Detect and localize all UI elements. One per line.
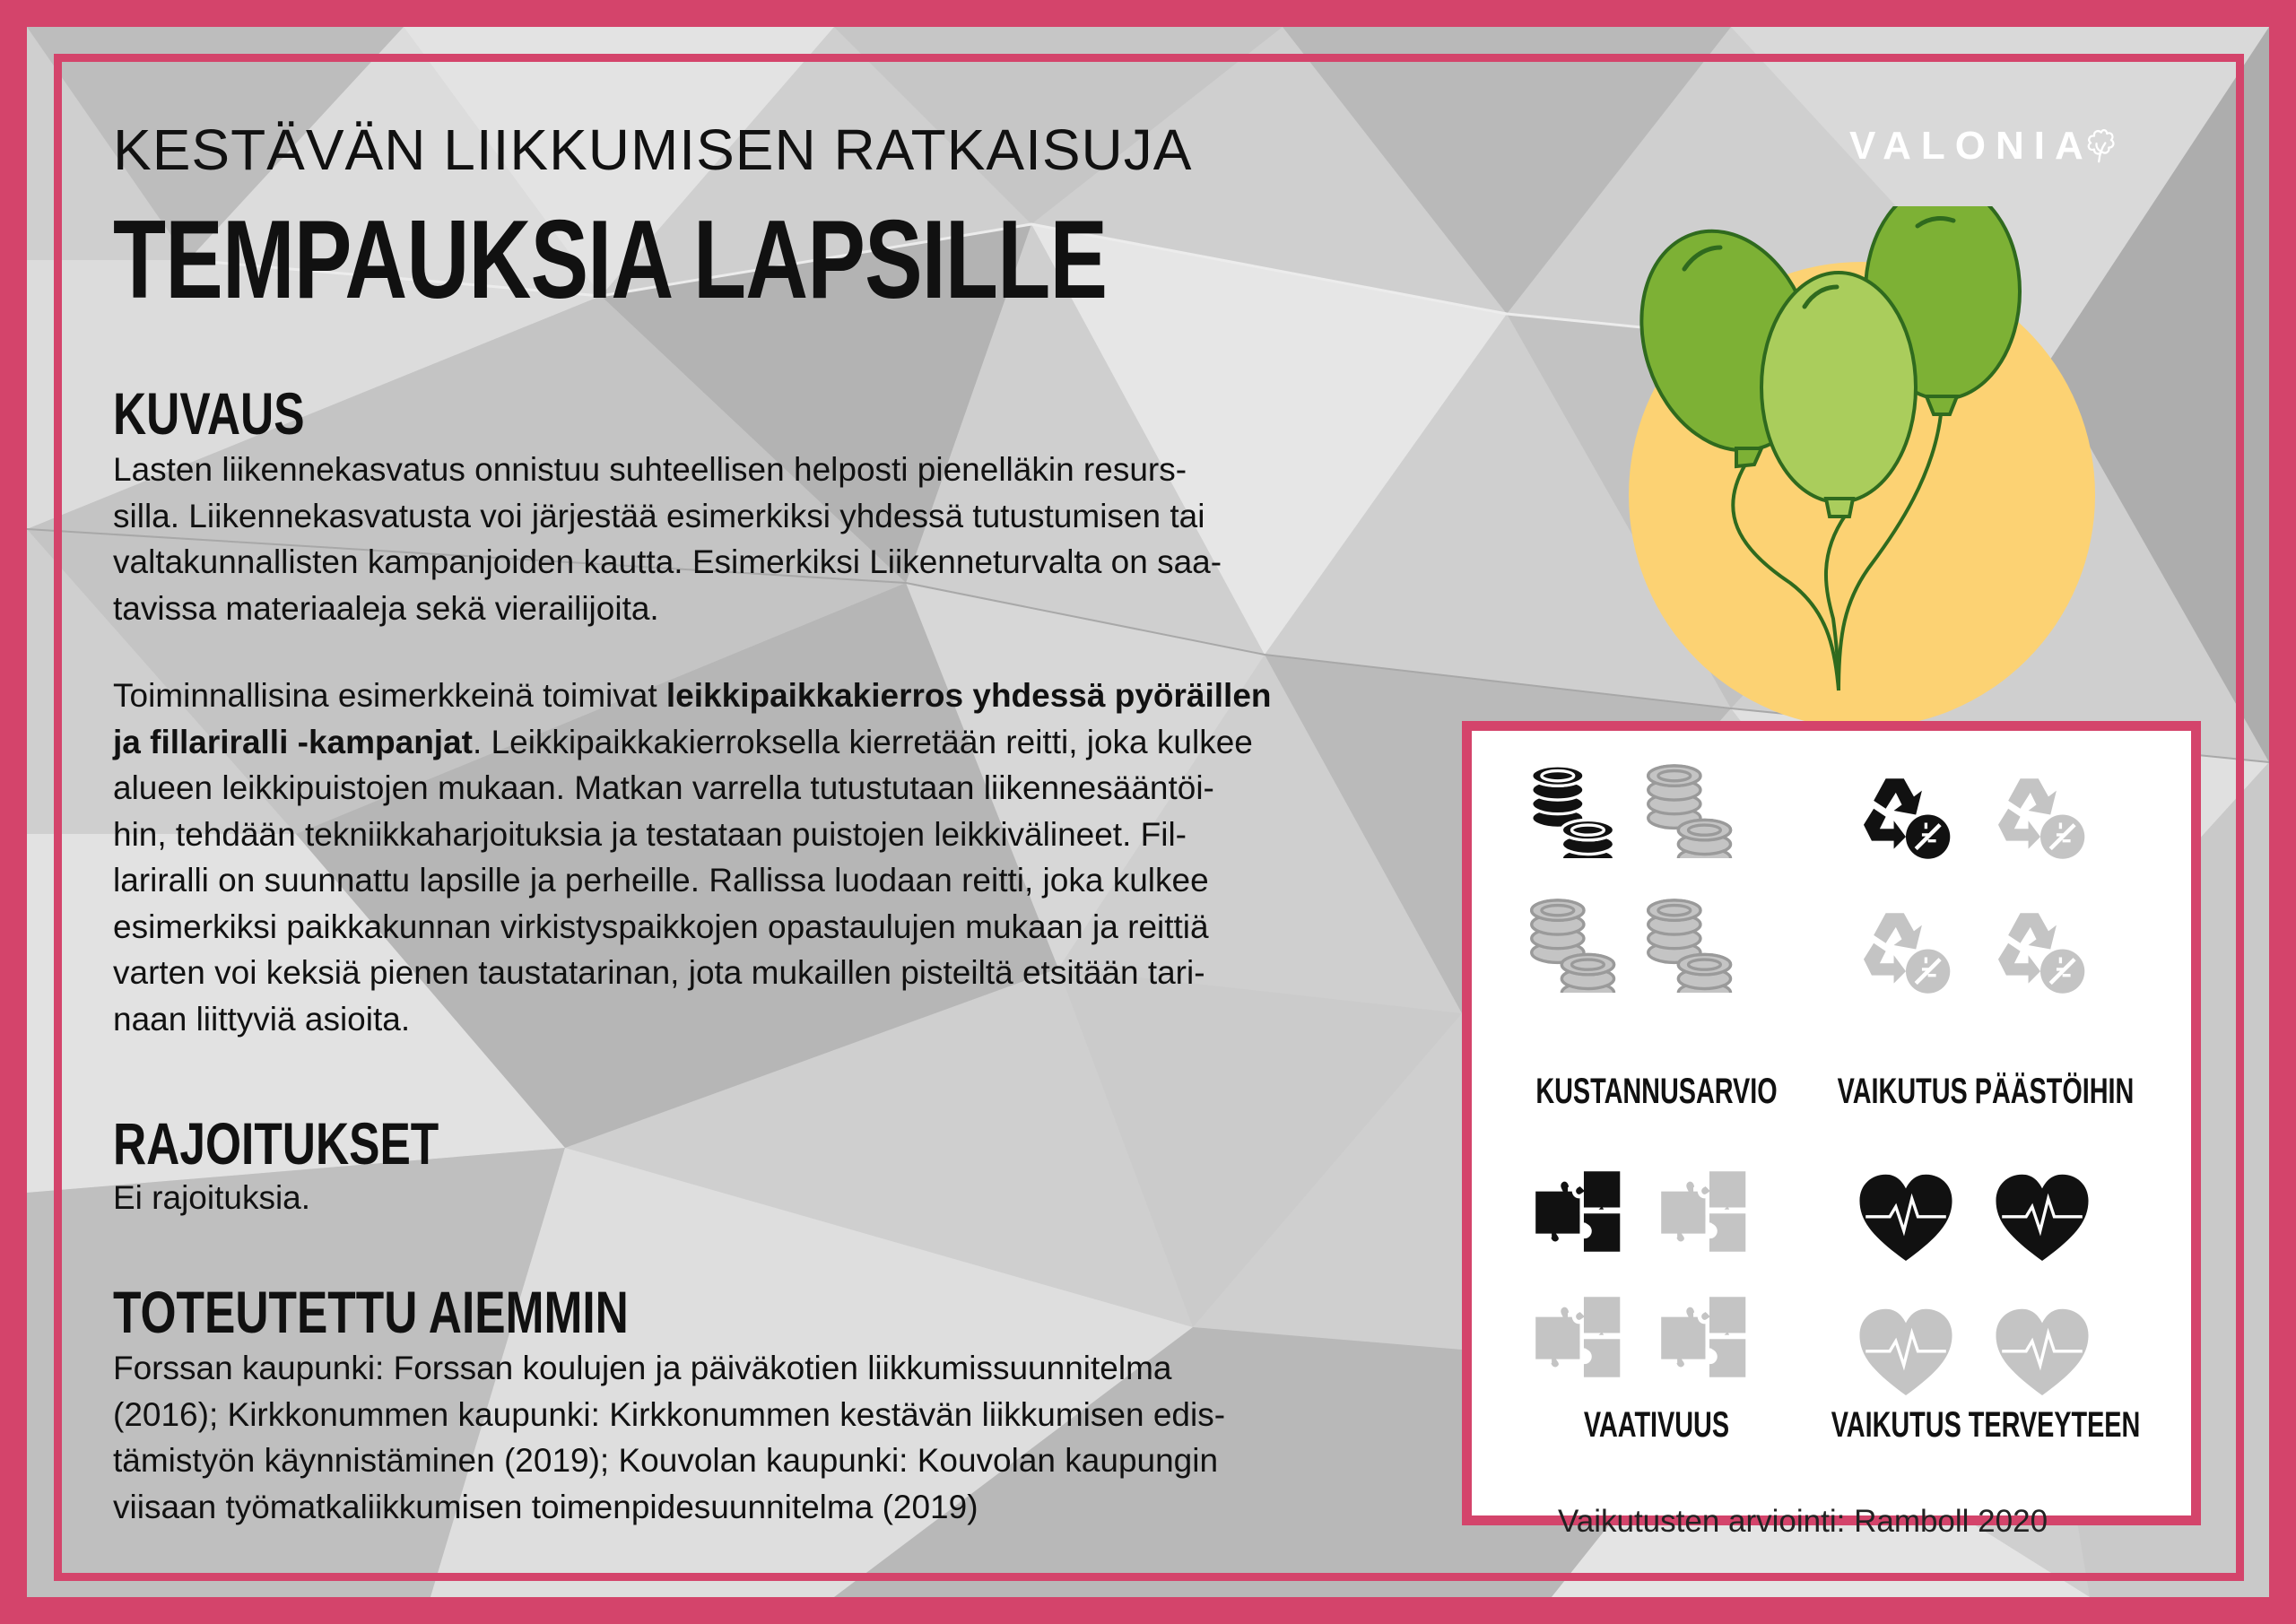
heart-pulse-icon [1992,1168,2092,1269]
text-line [113,719,1476,766]
text-run: . Leikkipaikkakierroksella kierretään reitti, joka kulkee [472,723,1253,760]
text-run: Toiminnallisina esimerkkeinä toimivat [113,677,666,714]
heart-pulse-icon [1992,1303,2092,1403]
text-line: alueen leikkipuistojen mukaan. Matkan varrella tutustutaan liikennesääntöi- [113,769,1214,806]
recycle-leaf-icon [1856,769,1956,869]
balloons-illustration [1602,206,2104,726]
info-card [27,27,2269,1597]
coins-icon [1642,892,1743,993]
text-line: esimerkiksi paikkakunnan virkistyspaikkojen opastaulujen mukaan ja reittiä [113,908,1209,945]
text-line: (2016); Kirkkonummen kaupunki: Kirkkonummen kestävän liikkumisen edis- [113,1395,1226,1433]
puzzle-icon [1526,1161,1626,1262]
page-title: TEMPAUKSIA LAPSILLE [113,198,1108,322]
puzzle-icon [1651,1161,1752,1262]
text-line: Lasten liikennekasvatus onnistuu suhteellisen helposti pienelläkin resurs- [113,451,1187,488]
kuvaus-paragraph-2 [113,673,1476,1042]
heading-toteutettu: TOTEUTETTU AIEMMIN [113,1279,629,1345]
text-line: silla. Liikennekasvatusta voi järjestää esimerkiksi yhdessä tutustumisen tai [113,497,1205,534]
coins-icon [1526,892,1626,993]
emissions-label: VAIKUTUS PÄÄSTÖIHIN [1837,1072,2135,1111]
recycle-leaf-icon [1990,769,2091,869]
text-line: viisaan työmatkaliikkumisen toimenpidesuunnitelma (2019) [113,1488,978,1525]
text-line: tavissa materiaaleja sekä vierailijoita. [113,589,659,627]
bold-text-run: ja fillariralli -kampanjat [113,723,473,760]
text-line [113,673,1476,719]
difficulty-label: VAATIVUUS [1583,1405,1730,1445]
text-line: naan liittyviä asioita. [113,1000,411,1038]
kuvaus-paragraph-1 [113,447,1476,631]
ratings-panel [1462,721,2201,1539]
heading-rajoitukset: RAJOITUKSET [113,1110,439,1177]
text-line: valtakunnallisten kampanjoiden kautta. Esimerkiksi Liikenneturvalta on saa- [113,543,1222,580]
toteutettu-text [113,1345,1476,1530]
health-label: VAIKUTUS TERVEYTEEN [1831,1405,2141,1445]
cost-label: KUSTANNUSARVIO [1535,1072,1778,1111]
text-line: tämistyön käynnistäminen (2019); Kouvolan kaupunki: Kouvolan kaupungin [113,1442,1219,1479]
text-line: varten voi keksiä pienen taustatarinan, jota mukaillen pisteiltä etsitään tari- [113,954,1205,991]
heart-pulse-icon [1856,1303,1956,1403]
bold-text-run: leikkipaikkakierros yhdessä pyöräillen [665,677,1272,714]
recycle-leaf-icon [1856,903,1956,1003]
coins-icon [1642,758,1743,858]
recycle-leaf-icon [1990,903,2091,1003]
ratings-credit: Vaikutusten arviointi: Ramboll 2020 [1558,1504,2048,1539]
text-line: hin, tehdään tekniikkaharjoituksia ja testataan puistojen leikkivälineet. Fil- [113,815,1187,853]
brand-name: VALONIA [1849,124,2093,168]
heart-pulse-icon [1856,1168,1956,1269]
text-line: Forssan kaupunki: Forssan koulujen ja päiväkotien liikkumissuunnitelma [113,1350,1172,1386]
coins-icon [1526,758,1626,858]
heading-kuvaus: KUVAUS [113,380,305,447]
valonia-leaf-logo [2081,88,2206,204]
balloon-middle [1761,273,1916,502]
page-kicker: KESTÄVÄN LIIKKUMISEN RATKAISUJA [113,117,1193,182]
rajoitukset-text: Ei rajoituksia. [113,1179,311,1216]
puzzle-icon [1526,1287,1626,1387]
text-line: lariralli on suunnattu lapsille ja perheille. Rallissa luodaan reitti, joka kulkee [113,862,1209,899]
puzzle-icon [1651,1287,1752,1387]
